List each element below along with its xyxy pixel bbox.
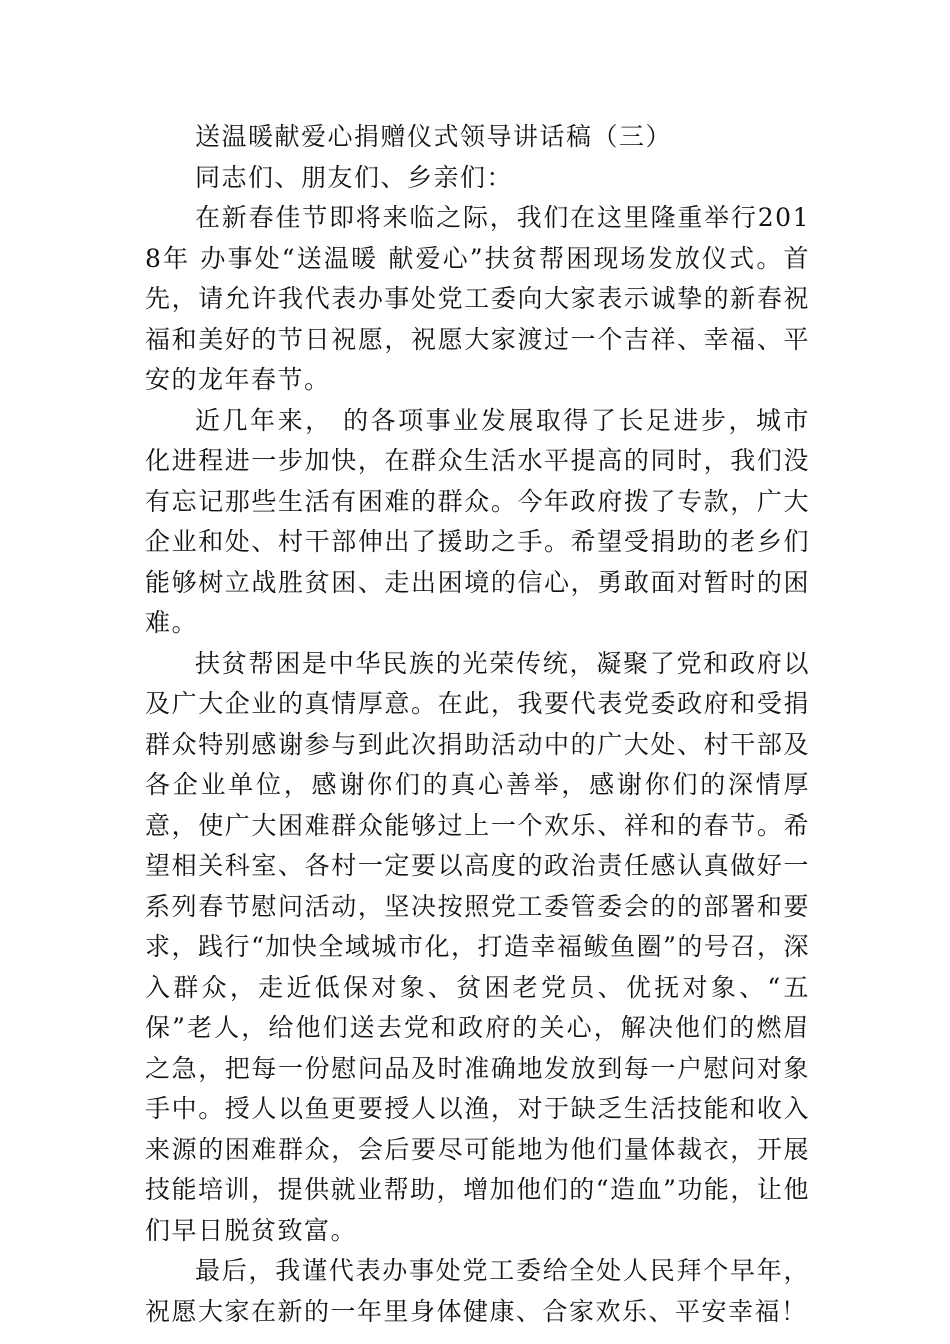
document-title: 送温暖献爱心捐赠仪式领导讲话稿（三）	[195, 122, 673, 151]
paragraph-opening: 在新春佳节即将来临之际，我们在这里隆重举行2018年 办事处“送温暖 献爱心”扶贫帮困现场发放仪式。首先，请允许我代表办事处党工委向大家表示诚挚的新春祝福和美好的节日祝愿，祝愿大家渡过一个吉祥、幸福、平安的龙年春节。	[145, 203, 810, 394]
paragraph-progress: 近几年来， 的各项事业发展取得了长足进步，城市化进程进一步加快，在群众生活水平提高的同时，我们没有忘记那些生活有困难的群众。今年政府拨了专款，广大企业和处、村干部伸出了援助之手。希望受捐助的老乡们能够树立战胜贫困、走出困境的信心，勇敢面对暂时的困难。	[145, 405, 810, 637]
document-body	[145, 117, 810, 1332]
paragraph-closing: 最后，我谨代表办事处党工委给全处人民拜个早年，祝愿大家在新的一年里身体健康、合家欢乐、平安幸福！	[145, 1256, 810, 1326]
paragraph-thanks: 扶贫帮困是中华民族的光荣传统，凝聚了党和政府以及广大企业的真情厚意。在此，我要代表党委政府和受捐群众特别感谢参与到此次捐助活动中的广大处、村干部及各企业单位，感谢你们的真心善举，感谢你们的深情厚意，使广大困难群众能够过上一个欢乐、祥和的春节。希望相关科室、各村一定要以高度的政治责任感认真做好一系列春节慰问活动，坚决按照党工委管委会的的部署和要求，践行“加快全域城市化，打造幸福鲅鱼圈”的号召，深入群众，走近低保对象、贫困老党员、优抚对象、“五保”老人，给他们送去党和政府的关心，解决他们的燃眉之急，把每一份慰问品及时准确地发放到每一户慰问对象手中。授人以鱼更要授人以渔，对于缺乏生活技能和收入来源的困难群众，会后要尽可能地为他们量体裁衣，开展技能培训，提供就业帮助，增加他们的“造血”功能，让他们早日脱贫致富。	[145, 648, 810, 1245]
salutation: 同志们、朋友们、乡亲们：	[195, 162, 514, 192]
